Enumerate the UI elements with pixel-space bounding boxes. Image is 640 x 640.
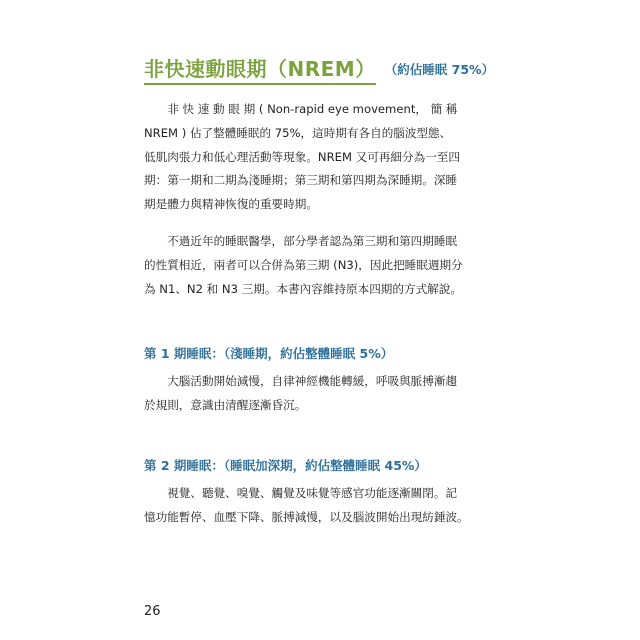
paragraph-line: 不過近年的睡眠醫學，部分學者認為第三期和第四期睡眠 [144, 234, 458, 248]
paragraph-line: 非 快 速 動 眼 期 ( Non-rapid eye movement， 簡 稱 [144, 102, 458, 116]
paragraph-intro [144, 98, 476, 217]
paragraph-line: NREM ) 佔了整體睡眠的 75%，這時期有各自的腦波型態、 [144, 125, 452, 140]
page-number: 26 [144, 604, 161, 619]
paragraph-stage-2 [144, 482, 476, 530]
paragraph-recent-research [144, 230, 476, 301]
section-heading-stage-2: 第 2 期睡眠：（睡眠加深期，約佔整體睡眠 45%） [144, 458, 427, 473]
paragraph-line: 期是體力與精神恢復的重要時期。 [144, 197, 318, 212]
chapter-title-row [144, 56, 504, 90]
chapter-title: 非快速動眼期（NREM） [144, 56, 376, 85]
paragraph-line: 期：第一期和二期為淺睡期；第三期和第四期為深睡期。深睡 [144, 173, 458, 188]
paragraph-line: 憶功能暫停、血壓下降、脈搏減慢，以及腦波開始出現紡錘波。 [144, 509, 469, 524]
paragraph-line: 視覺、聽覺、嗅覺、觸覺及味覺等感官功能逐漸關閉。記 [144, 486, 458, 500]
paragraph-line: 於規則，意識由清醒逐漸昏沉。 [144, 397, 307, 412]
paragraph-line: 低肌肉張力和低心理活動等現象。NREM 又可再細分為一至四 [144, 149, 460, 164]
section-heading-stage-1: 第 1 期睡眠：（淺睡期，約佔整體睡眠 5%） [144, 346, 394, 361]
paragraph-line: 的性質相近，兩者可以合併為第三期 (N3)，因此把睡眠週期分 [144, 257, 463, 272]
paragraph-line: 大腦活動開始減慢，自律神經機能轉緩，呼吸與脈搏漸趨 [144, 374, 458, 388]
paragraph-stage-1 [144, 370, 476, 418]
paragraph-line: 為 N1、N2 和 N3 三期。本書內容維持原本四期的方式解說。 [144, 281, 462, 296]
chapter-subtitle: （約佔睡眠 75%） [384, 62, 495, 77]
